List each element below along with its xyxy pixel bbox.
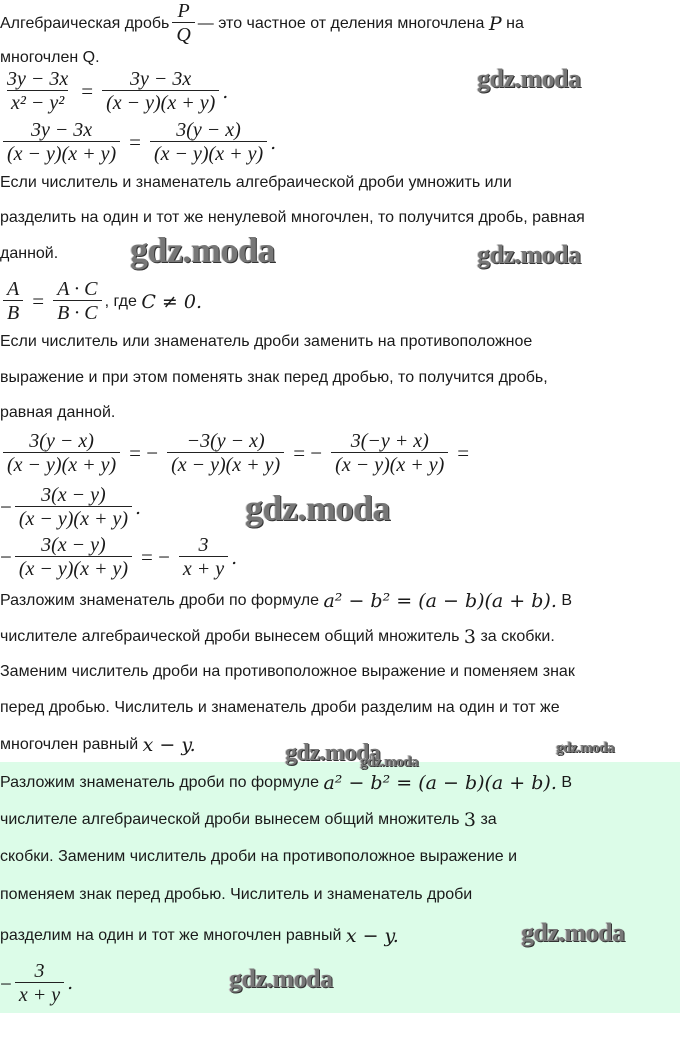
text: многочлен равный	[0, 736, 139, 753]
formula: 3	[463, 809, 477, 831]
fraction	[3, 119, 120, 166]
op: =	[81, 79, 94, 103]
num: A	[7, 278, 20, 300]
formula: x − y.	[345, 925, 399, 947]
watermark: gdz.moda	[229, 964, 333, 993]
den: (x − y)(x + y)	[150, 141, 267, 166]
num: A · C	[57, 278, 98, 300]
watermark: gdz.moda	[556, 740, 615, 756]
fraction-p-q	[172, 0, 194, 47]
num: −3(y − x)	[186, 430, 265, 452]
op: .	[231, 546, 238, 569]
text: числителе алгебраической дроби вынесем общий множитель	[0, 628, 460, 645]
text: разделим на один и тот же многочлен равный	[0, 927, 342, 944]
answer-line	[0, 925, 399, 947]
paragraph-line: выражение и при этом поменять знак перед дробью, то получится дробь,	[0, 369, 548, 386]
op: .	[134, 496, 142, 519]
answer-line: поменяем знак перед дробью. Числитель и знаменатель дроби	[0, 886, 473, 903]
text: , где	[104, 292, 137, 310]
equation-1	[0, 68, 228, 115]
paragraph-line: Если числитель или знаменатель дроби заменить на противоположное	[0, 333, 533, 350]
watermark: gdz.moda	[360, 754, 419, 770]
fraction	[53, 278, 102, 325]
num: 3(y − x)	[176, 119, 241, 141]
watermark: gdz.moda	[477, 240, 581, 269]
op: −	[0, 545, 12, 569]
text: числителе алгебраической дроби вынесем общий множитель	[0, 811, 460, 828]
num: 3y − 3x	[30, 119, 93, 141]
op: −	[0, 972, 12, 996]
op: = −	[293, 441, 323, 465]
paragraph-line: разделить на один и тот же ненулевой многочлен, то получится дробь, равная	[0, 209, 585, 226]
num: 3(x − y)	[41, 484, 106, 506]
den: (x − y)(x + y)	[331, 452, 448, 477]
watermark: gdz.moda	[477, 64, 581, 93]
text: многочлен Q.	[0, 49, 100, 66]
den: x² − y²	[7, 90, 68, 115]
fraction	[15, 960, 64, 1007]
num: 3(x − y)	[41, 534, 106, 556]
den: x + y	[15, 982, 64, 1007]
equation-3	[0, 278, 202, 325]
watermark: gdz.moda	[245, 488, 391, 528]
fraction	[3, 278, 23, 325]
op: .	[67, 972, 74, 994]
fraction	[167, 430, 284, 477]
equation-5	[0, 534, 237, 581]
answer-line	[0, 772, 572, 794]
paragraph-line: Заменим числитель дроби на противоположное выражение и поменяем знак	[0, 663, 575, 680]
fraction	[102, 68, 219, 115]
paragraph-line	[0, 626, 555, 648]
text: за скобки.	[480, 628, 555, 645]
text: — это частное от деления многочлена	[197, 14, 485, 32]
op: .	[270, 131, 277, 154]
text: на	[506, 14, 524, 32]
op: .	[222, 80, 229, 103]
fraction	[15, 484, 132, 531]
den: B	[3, 300, 23, 325]
equation-4-cont	[0, 484, 141, 531]
fraction	[331, 430, 448, 477]
fraction	[179, 534, 228, 581]
den: (x − y)(x + y)	[3, 452, 120, 477]
fraction	[3, 430, 120, 477]
paragraph-line: данной.	[0, 245, 59, 262]
num: 3y − 3x	[7, 68, 69, 90]
answer-line: скобки. Заменим числитель дроби на противоположное выражение и	[0, 848, 518, 865]
equation-2	[0, 119, 276, 166]
formula: 3	[463, 626, 477, 648]
equation-4	[0, 430, 475, 477]
intro-line	[0, 0, 524, 47]
num: 3(−y + x)	[350, 430, 429, 452]
fraction	[150, 119, 267, 166]
op: −	[0, 495, 12, 519]
op: = −	[140, 545, 170, 569]
num: 3(y − x)	[29, 430, 94, 452]
op: = −	[129, 441, 159, 465]
num: 3y − 3x	[130, 68, 192, 90]
den: (x − y)(x + y)	[3, 141, 120, 166]
op: =	[129, 130, 141, 154]
answer-line	[0, 809, 497, 831]
text: Разложим знаменатель дроби по формуле	[0, 592, 320, 609]
text: Алгебраическая дробь	[0, 14, 170, 32]
condition: C ≠ 0.	[141, 290, 202, 313]
num: P	[177, 0, 190, 22]
den: (x − y)(x + y)	[15, 556, 132, 581]
op: =	[32, 289, 45, 313]
answer-result	[0, 960, 73, 1013]
formula: x − y.	[142, 734, 196, 756]
text: Разложим знаменатель дроби по формуле	[0, 774, 320, 791]
intro-line-2	[0, 49, 100, 67]
den: (x − y)(x + y)	[167, 452, 284, 477]
var: P	[488, 12, 502, 35]
op: =	[457, 441, 470, 465]
paragraph-line: перед дробью. Числитель и знаменатель дроби разделим на один и тот же	[0, 699, 560, 716]
fraction	[15, 534, 132, 581]
den: (x − y)(x + y)	[15, 506, 132, 531]
den: B · C	[53, 300, 102, 325]
watermark: gdz.moda	[521, 918, 625, 947]
text: В	[561, 592, 572, 609]
text: за	[480, 811, 497, 828]
paragraph-line	[0, 590, 572, 612]
paragraph-line: равная данной.	[0, 404, 116, 421]
den: Q	[172, 22, 194, 47]
formula: a² − b² = (a − b)(a + b).	[323, 772, 557, 794]
text: В	[561, 774, 572, 791]
den: (x − y)(x + y)	[102, 90, 219, 115]
paragraph-line: Если числитель и знаменатель алгебраической дроби умножить или	[0, 174, 512, 191]
fraction	[3, 68, 72, 115]
den: x + y	[179, 556, 228, 581]
formula: a² − b² = (a − b)(a + b).	[323, 590, 557, 612]
num: 3	[34, 960, 45, 982]
watermark: gdz.moda	[285, 740, 381, 766]
paragraph-line	[0, 734, 196, 756]
num: 3	[198, 534, 209, 556]
watermark: gdz.moda	[130, 230, 276, 270]
